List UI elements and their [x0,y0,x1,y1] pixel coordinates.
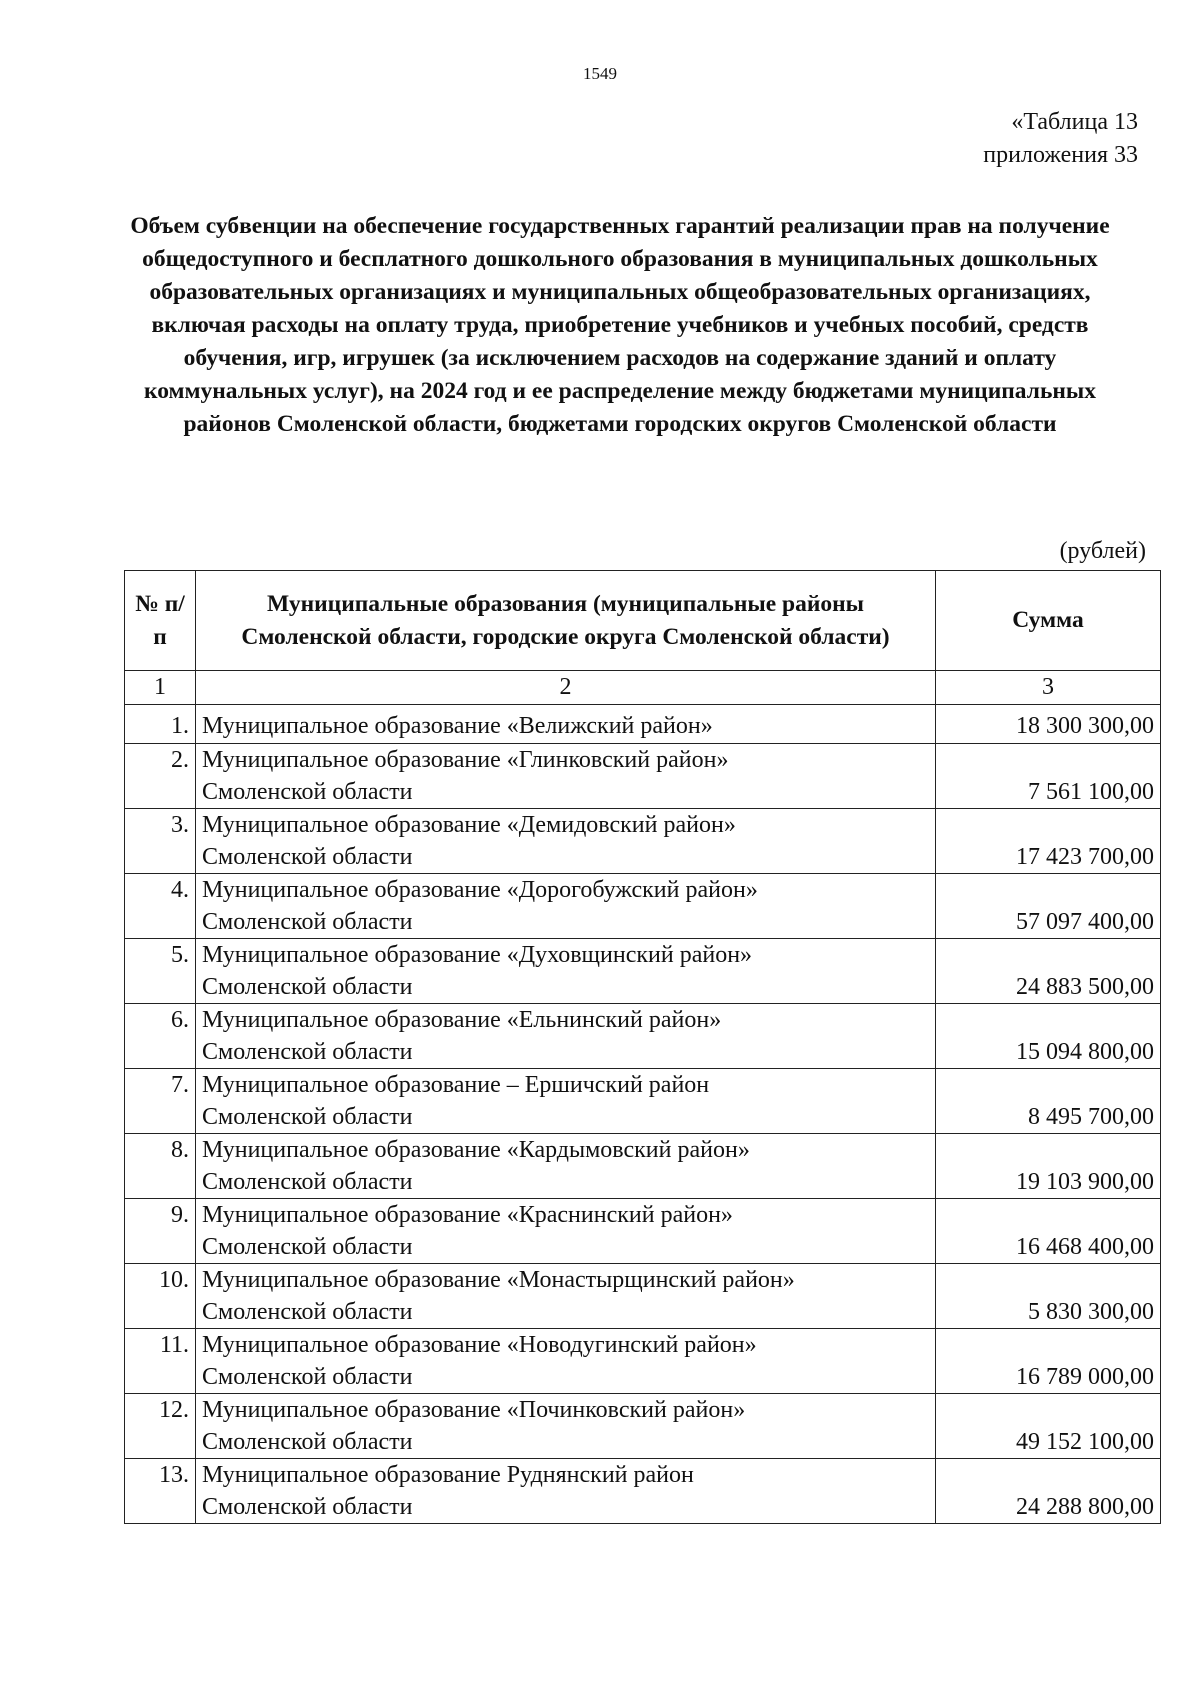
table-row [125,939,1161,1004]
municipality-name-line-2: Смоленской области [202,1364,413,1390]
table-row [125,1394,1161,1459]
row-number: 1. [125,705,196,744]
municipality-name-line-1: Муниципальное образование – Ершичский район [202,1072,710,1098]
table-row [125,744,1161,809]
municipality-name [196,1264,936,1329]
units-label: (рублей) [1059,538,1146,564]
subvention-amount: 8 495 700,00 [936,1069,1161,1134]
row-number: 10. [125,1264,196,1329]
row-number: 12. [125,1394,196,1459]
table-reference-line-1: «Таблица 13 [1011,109,1138,135]
municipality-name-line-2: Смоленской области [202,1429,413,1455]
column-numbers-row [125,671,1161,705]
subvention-amount: 57 097 400,00 [936,874,1161,939]
table-row [125,1264,1161,1329]
municipality-name-line-1: Муниципальное образование «Дорогобужский район» [202,877,758,903]
row-number: 8. [125,1134,196,1199]
subvention-amount: 18 300 300,00 [936,705,1161,744]
row-number: 9. [125,1199,196,1264]
table-header-row [125,571,1161,671]
row-number: 6. [125,1004,196,1069]
municipality-name-line-2: Смоленской области [202,1039,413,1065]
municipality-name-line-2: Смоленской области [202,909,413,935]
table-row [125,809,1161,874]
municipality-name [196,809,936,874]
municipality-name [196,1134,936,1199]
subvention-amount: 24 288 800,00 [936,1459,1161,1524]
table-row [125,1329,1161,1394]
row-number: 7. [125,1069,196,1134]
table-row [125,1134,1161,1199]
municipality-name-line-1: Муниципальное образование «Глинковский район» [202,747,729,773]
municipality-name [196,1329,936,1394]
subvention-amount: 24 883 500,00 [936,939,1161,1004]
municipality-name [196,1199,936,1264]
row-number: 4. [125,874,196,939]
municipality-name-line-1: Муниципальное образование Руднянский район [202,1462,694,1488]
municipality-name [196,744,936,809]
municipality-name-line-1: Муниципальное образование «Велижский район» [202,713,713,739]
header-sum: Сумма [936,571,1161,671]
municipality-name [196,1004,936,1069]
subvention-amount: 19 103 900,00 [936,1134,1161,1199]
municipality-name-line-1: Муниципальное образование «Монастырщинский район» [202,1267,795,1293]
subvention-amount: 17 423 700,00 [936,809,1161,874]
municipality-name-line-2: Смоленской области [202,1169,413,1195]
subvention-amount: 16 789 000,00 [936,1329,1161,1394]
municipality-name-line-1: Муниципальное образование «Краснинский район» [202,1202,733,1228]
municipality-name-line-2: Смоленской области [202,1494,413,1520]
subvention-amount: 16 468 400,00 [936,1199,1161,1264]
header-name: Муниципальные образования (муниципальные районы Смоленской области, городские округа Смоленской области) [196,571,936,671]
municipality-name-line-1: Муниципальное образование «Починковский район» [202,1397,746,1423]
municipality-name [196,939,936,1004]
table-reference-line-2: приложения 33 [983,142,1138,168]
table-row [125,1069,1161,1134]
table-reference [983,106,1138,172]
subvention-amount: 15 094 800,00 [936,1004,1161,1069]
municipality-name-line-1: Муниципальное образование «Духовщинский район» [202,942,753,968]
subvention-amount: 5 830 300,00 [936,1264,1161,1329]
municipality-name [196,705,936,744]
subvention-table [124,570,1161,1524]
table-row [125,1459,1161,1524]
row-number: 5. [125,939,196,1004]
municipality-name-line-2: Смоленской области [202,1234,413,1260]
municipality-name-line-2: Смоленской области [202,1104,413,1130]
municipality-name-line-2: Смоленской области [202,1299,413,1325]
municipality-name-line-2: Смоленской области [202,844,413,870]
municipality-name-line-1: Муниципальное образование «Новодугинский район» [202,1332,757,1358]
municipality-name-line-1: Муниципальное образование «Кардымовский район» [202,1137,750,1163]
subvention-amount: 49 152 100,00 [936,1394,1161,1459]
column-number: 3 [936,671,1161,705]
table-row [125,705,1161,744]
municipality-name [196,1394,936,1459]
municipality-name [196,1069,936,1134]
table-row [125,1004,1161,1069]
header-num: № п/п [125,571,196,671]
column-number: 2 [196,671,936,705]
municipality-name [196,874,936,939]
column-number: 1 [125,671,196,705]
municipality-name-line-2: Смоленской области [202,974,413,1000]
document-title: Объем субвенции на обеспечение государственных гарантий реализации прав на получение общедоступного и бесплатного дошкольного образования в муниципальных дошкольных образовательных организациях и муниципальных общеобразовательных организациях, включая расходы на оплату труда, приобретение учебников и учебных пособий, средств обучения, игр, игрушек (за исключением расходов на содержание зданий и оплату коммунальных услуг), на 2024 год и ее распределение между бюджетами муниципальных районов Смоленской области, бюджетами городских округов Смоленской области [130,213,1110,437]
table-row [125,874,1161,939]
row-number: 11. [125,1329,196,1394]
municipality-name-line-1: Муниципальное образование «Демидовский район» [202,812,736,838]
municipality-name [196,1459,936,1524]
table-row [125,1199,1161,1264]
subvention-amount: 7 561 100,00 [936,744,1161,809]
row-number: 3. [125,809,196,874]
row-number: 13. [125,1459,196,1524]
page-number: 1549 [583,64,617,83]
municipality-name-line-1: Муниципальное образование «Ельнинский район» [202,1007,722,1033]
row-number: 2. [125,744,196,809]
municipality-name-line-2: Смоленской области [202,779,413,805]
